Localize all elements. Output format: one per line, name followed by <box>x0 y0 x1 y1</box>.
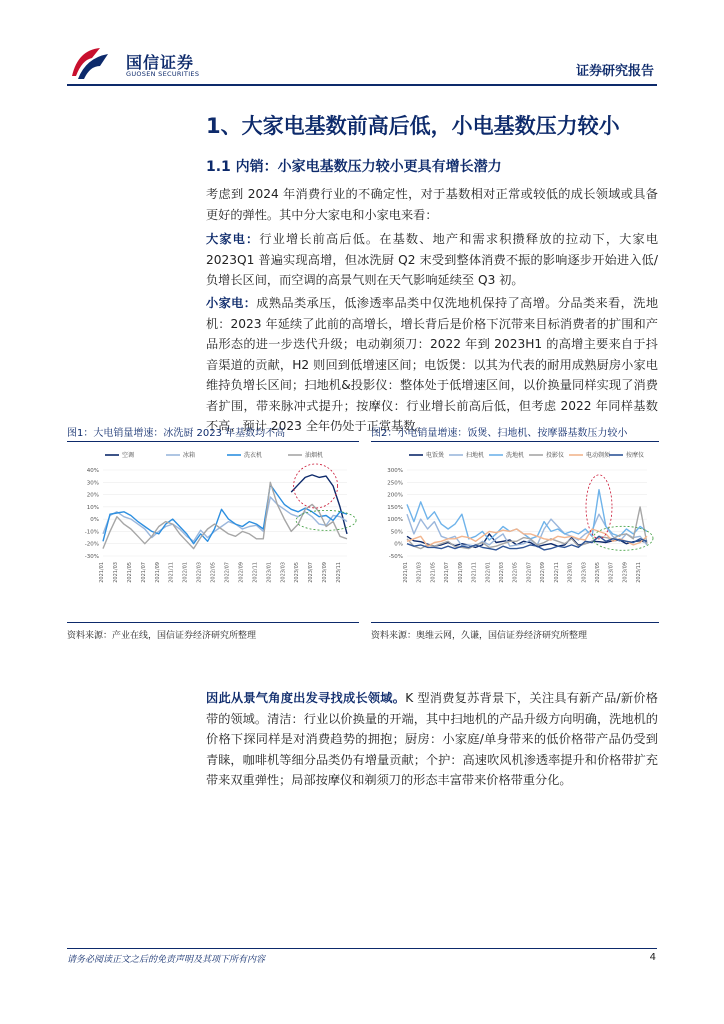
guosen-logo-icon <box>70 46 110 82</box>
fig1-x-tick-label: 2021/11 <box>168 562 175 583</box>
logo-text-cn: 国信证券 <box>126 53 195 72</box>
fig2-x-tick-label: 2021/03 <box>416 562 423 583</box>
big-appliance-lead: 大家电： <box>206 232 260 246</box>
fig2-x-tick-label: 2022/07 <box>526 562 533 583</box>
figure2-chart <box>371 446 659 618</box>
fig2-x-tick-label: 2021/09 <box>457 562 464 583</box>
figure1-source: 资料来源：产业在线，国信证券经济研究所整理 <box>67 631 257 641</box>
figure1-caption: 图1：大电销量增速：冰洗厨 2023 年基数均不高 <box>67 428 286 439</box>
fig1-y-tick-label: 40% <box>86 468 99 474</box>
fig1-x-tick-label: 2023/09 <box>322 562 329 583</box>
fig2-x-tick-label: 2021/07 <box>444 562 451 583</box>
fig1-y-tick-label: 30% <box>86 480 99 487</box>
fig2-x-tick-label: 2022/03 <box>499 562 505 583</box>
fig2-x-tick-label: 2023/11 <box>636 562 643 583</box>
fig2-y-tick-label: 150% <box>387 504 403 511</box>
fig2-x-tick-label: 2023/07 <box>608 562 615 583</box>
figure1-bottom-rule <box>67 622 359 623</box>
fig2-legend-label: 电动剃须 <box>586 452 611 459</box>
subsection-title: 1.1 内销：小家电基数压力较小更具有增长潜力 <box>206 159 502 175</box>
small-appliance-text: 成熟品类承压，低渗透率品类中仅洗地机保持了高增。分品类来看，洗地机：2023 年延续了此前的高增长，增长背后是价格下沉带来目标消费者的扩围和产品形态的进一步迭代升级；电动剃须刀：2022 年到 2023H1 的高增主要来自于抖音渠道的贡献，H2 则回到低增速区间；电饭煲：以其为代表的耐用成熟厨房小家电维持负增长区间；扫地机&投影仪：整体处于低增速区间，以价换量同样实现了消费者扩围，带来脉冲式提升；按摩仪：行业增长前高后低，但考虑 2022 年同样基数不高，预计 2023 全年仍处于正常基数。 <box>206 296 659 433</box>
fig1-y-tick-label: 20% <box>86 492 99 499</box>
fig2-legend-label: 洗地机 <box>506 452 525 459</box>
footer-divider <box>67 948 657 949</box>
fig2-legend-label: 按摩仪 <box>626 452 645 459</box>
logo-text-en: GUOSEN SECURITIES <box>126 70 200 78</box>
fig2-legend-label: 电饭煲 <box>426 452 445 459</box>
figure1-top-rule <box>67 441 359 442</box>
fig2-x-tick-label: 2021/01 <box>403 562 409 583</box>
fig2-y-tick-label: 250% <box>387 480 403 487</box>
conclusion-text: K 型消费复苏背景下，关注具有新产品/新价格带的领域。清洁：行业以价换量的开端，其中扫地机的产品升级方向明确，洗地机的价格下探同样是对消费趋势的拥抱；厨房：小家庭/单身带来的低价格带产品仍受到青睐，咖啡机等细分品类仍有增量贡献；个护：高速吹风机渗透率提升和价格带扩充带来双重弹性；局部按摩仪和剃须刀的形态丰富带来价格带重分化。 <box>206 691 658 787</box>
fig1-x-tick-label: 2023/07 <box>308 562 315 583</box>
fig2-y-tick-label: 100% <box>387 517 403 524</box>
fig2-y-tick-label: -50% <box>388 554 403 560</box>
page-number: 4 <box>649 952 656 963</box>
page-header <box>0 0 724 86</box>
fig1-x-tick-label: 2022/05 <box>210 562 217 583</box>
disclaimer-note: 请务必阅读正文之后的免责声明及其项下所有内容 <box>67 955 266 965</box>
figure2-caption: 图2：小电销量增速：饭煲、扫地机、按摩器基数压力较小 <box>371 428 628 439</box>
fig1-x-tick-label: 2023/03 <box>280 562 287 583</box>
section-title: 1、大家电基数前高后低，小电基数压力较小 <box>206 114 620 138</box>
fig1-x-tick-label: 2023/05 <box>294 562 301 583</box>
small-appliance-lead: 小家电： <box>206 296 257 310</box>
fig2-legend-label: 扫地机 <box>466 452 485 459</box>
fig1-legend-label: 空调 <box>122 452 135 459</box>
intro-paragraph <box>206 184 658 225</box>
fig2-x-tick-label: 2021/11 <box>471 562 478 583</box>
report-type-label: 证券研究报告 <box>575 64 654 79</box>
fig1-x-tick-label: 2021/01 <box>99 562 105 583</box>
fig2-x-tick-label: 2022/09 <box>540 562 547 583</box>
figure2-top-rule <box>371 441 659 442</box>
header-divider <box>67 84 657 86</box>
figure1-chart <box>67 446 359 618</box>
fig1-legend-label: 洗衣机 <box>244 452 263 459</box>
fig2-x-tick-label: 2023/05 <box>595 562 601 583</box>
fig1-series-line <box>103 485 347 544</box>
fig2-x-tick-label: 2021/05 <box>430 562 437 583</box>
fig1-highlight-ellipse-red <box>294 464 338 508</box>
fig1-x-tick-label: 2023/11 <box>336 562 343 583</box>
fig1-y-tick-label: -10% <box>84 529 99 536</box>
fig1-x-tick-label: 2022/07 <box>224 562 231 583</box>
big-appliance-text: 行业增长前高后低。在基数、地产和需求积攒释放的拉动下，大家电 2023Q1 普遍实现高增，但冰洗厨 Q2 末受到整体消费不振的影响逐步开始进入低/负增长区间，而空调的高景气则在天气影响延续至 Q3 初。 <box>206 232 659 287</box>
fig1-highlight-ellipse-green <box>296 510 356 530</box>
fig2-x-tick-label: 2023/09 <box>622 562 629 583</box>
fig1-x-tick-label: 2022/03 <box>196 562 203 583</box>
fig1-y-tick-label: -30% <box>84 554 99 560</box>
fig2-legend-label: 投影仪 <box>546 452 565 459</box>
fig1-x-tick-label: 2021/05 <box>126 562 133 583</box>
intro-text: 考虑到 2024 年消费行业的不确定性，对于基数相对正常或较低的成长领域或具备更好的弹性。其中分大家电和小家电来看： <box>206 187 658 222</box>
conclusion-lead: 因此从景气角度出发寻找成长领域。 <box>206 691 406 705</box>
fig2-y-tick-label: 50% <box>390 529 403 536</box>
fig2-y-tick-label: 0% <box>394 541 403 548</box>
conclusion-paragraph <box>206 688 658 791</box>
fig2-x-tick-label: 2022/05 <box>512 562 519 583</box>
fig1-legend-label: 油烟机 <box>305 452 324 459</box>
fig2-x-tick-label: 2023/01 <box>567 562 574 583</box>
fig2-x-tick-label: 2023/03 <box>581 562 588 583</box>
fig1-x-tick-label: 2022/01 <box>182 562 189 583</box>
fig2-y-tick-label: 200% <box>387 492 403 499</box>
big-appliance-paragraph <box>206 229 658 291</box>
figure2-bottom-rule <box>371 622 659 623</box>
fig1-x-tick-label: 2021/03 <box>112 562 119 583</box>
fig1-y-tick-label: -20% <box>84 541 99 548</box>
fig2-x-tick-label: 2022/11 <box>553 562 560 583</box>
fig1-x-tick-label: 2023/01 <box>266 562 273 583</box>
fig1-y-tick-label: 0% <box>90 517 99 524</box>
figure2-source: 资料来源：奥维云网，久谦，国信证券经济研究所整理 <box>371 631 588 641</box>
fig1-x-tick-label: 2022/11 <box>252 562 259 583</box>
fig2-y-tick-label: 300% <box>387 468 403 474</box>
fig2-x-tick-label: 2022/01 <box>485 562 492 583</box>
fig1-x-tick-label: 2022/09 <box>238 562 245 583</box>
fig1-x-tick-label: 2021/09 <box>154 562 161 583</box>
fig1-x-tick-label: 2021/07 <box>140 562 147 583</box>
fig1-legend-label: 冰箱 <box>183 452 196 459</box>
fig1-y-tick-label: 10% <box>86 504 99 511</box>
small-appliance-paragraph <box>206 293 658 437</box>
